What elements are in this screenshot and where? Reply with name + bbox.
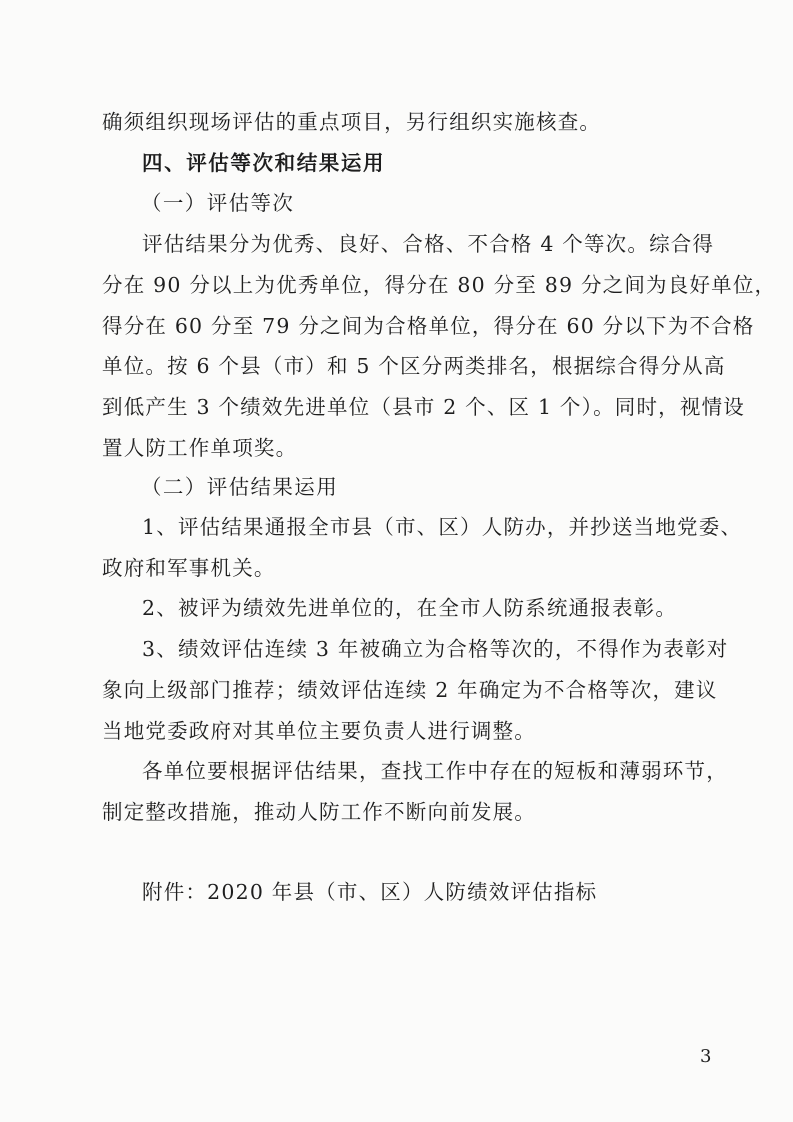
text-line-1: 确须组织现场评估的重点项目，另行组织实施核查。 — [102, 110, 602, 134]
text-line-15: 象向上级部门推荐；绩效评估连续 2 年确定为不合格等次，建议 — [102, 678, 718, 702]
text-line-8: 到低产生 3 个绩效先进单位（县市 2 个、区 1 个）。同时，视情设 — [102, 395, 745, 419]
text-line-12: 政府和军事机关。 — [102, 556, 276, 580]
text-line-6: 得分在 60 分至 79 分之间为合格单位，得分在 60 分以下为不合格 — [102, 314, 755, 338]
attachment-line: 附件：2020 年县（市、区）人防绩效评估指标 — [142, 880, 598, 904]
text-line-16: 当地党委政府对其单位主要负责人进行调整。 — [102, 719, 536, 743]
text-line-11: 1、评估结果通报全市县（市、区）人防办，并抄送当地党委、 — [142, 515, 743, 539]
page-number: 3 — [700, 1046, 712, 1067]
text-line-13: 2、被评为绩效先进单位的，在全市人防系统通报表彰。 — [142, 596, 678, 620]
text-line-4: 评估结果分为优秀、良好、合格、不合格 4 个等次。综合得 — [142, 232, 715, 256]
text-line-9: 置人防工作单项奖。 — [102, 436, 298, 460]
text-line-5: 分在 90 分以上为优秀单位，得分在 80 分至 89 分之间为良好单位， — [102, 273, 777, 297]
text-line-17: 各单位要根据评估结果，查找工作中存在的短板和薄弱环节， — [142, 759, 728, 783]
text-line-14: 3、绩效评估连续 3 年被确立为合格等次的，不得作为表彰对 — [142, 637, 729, 661]
text-line-18: 制定整改措施，推动人防工作不断向前发展。 — [102, 800, 536, 824]
text-line-7: 单位。按 6 个县（市）和 5 个区分两类排名，根据综合得分从高 — [102, 354, 726, 378]
section-heading-4: 四、评估等次和结果运用 — [142, 151, 386, 175]
subsection-heading-2: （二）评估结果运用 — [141, 475, 339, 499]
subsection-heading-1: （一）评估等次 — [141, 191, 295, 215]
